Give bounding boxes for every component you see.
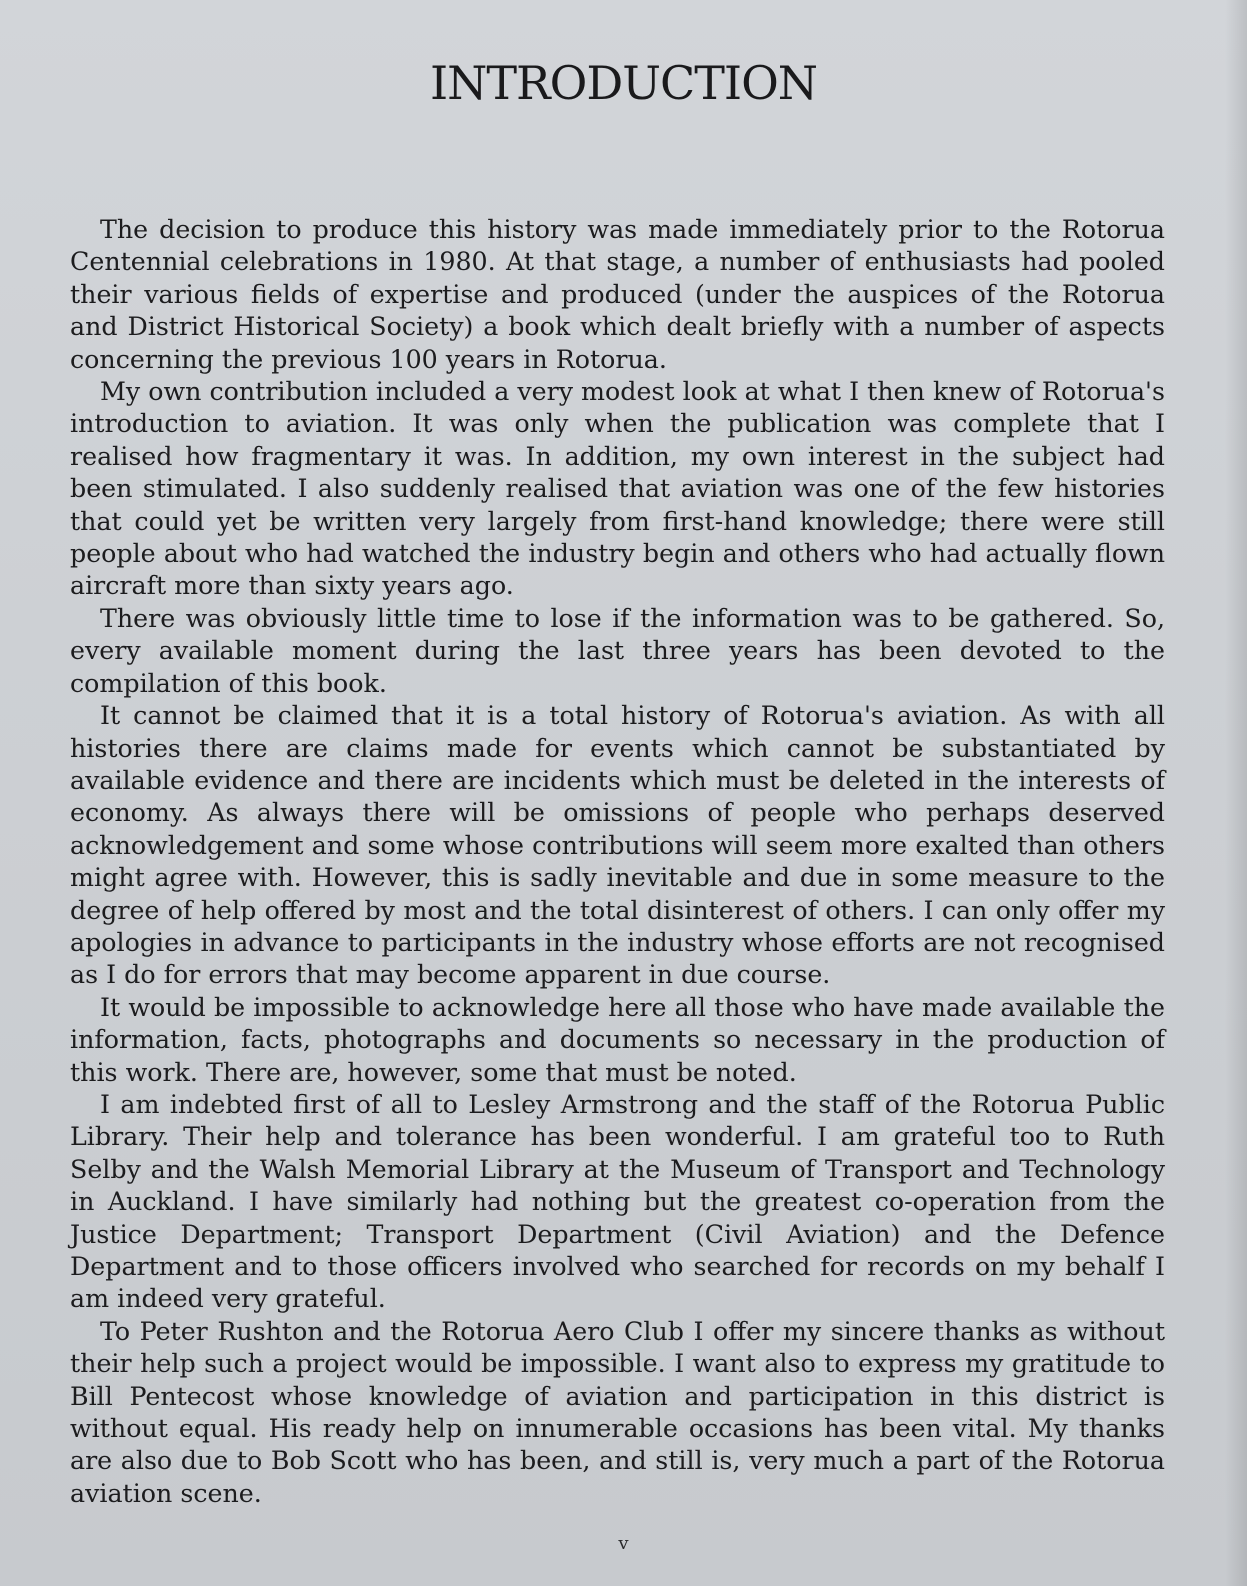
paragraph-6: I am indebted first of all to Lesley Armstrong and the staff of the Rotorua Public Library. Their help and tolerance has been wonderful. I am grateful too to Ruth Selby and the Walsh Memorial Library at the Museum of Transport and Technology in Auckland. I have similarly had nothing but the greatest co-operation from the Justice Department; Transport Department (Civil Aviation) and the Defence Department and to those officers involved who searched for records on my behalf I am indeed very grateful. <box>70 1089 1165 1314</box>
page-title: INTRODUCTION <box>429 56 818 110</box>
page-number: v <box>618 1533 629 1554</box>
paragraph-5: It would be impossible to acknowledge here all those who have made available the information, facts, photographs and documents so necessary in the production of this work. There are, however, some that must be noted. <box>70 992 1165 1087</box>
paragraph-7: To Peter Rushton and the Rotorua Aero Club I offer my sincere thanks as without their help such a project would be impossible. I want also to express my gratitude to Bill Pentecost whose knowledge of aviation and participation in this district is without equal. His ready help on innumerable occasions has been vital. My thanks are also due to Bob Scott who has been, and still is, very much a part of the Rotorua aviation scene. <box>70 1316 1165 1508</box>
paragraph-1: The decision to produce this history was made immediately prior to the Rotorua Centennial celebrations in 1980. At that stage, a number of enthusiasts had pooled their various fields of expertise and produced (under the auspices of the Rotorua and District Historical Society) a book which dealt briefly with a number of aspects concerning the previous 100 years in Rotorua. <box>70 215 1165 374</box>
paragraph-2: My own contribution included a very modest look at what I then knew of Rotorua's introduction to aviation. It was only when the publication was complete that I realised how fragmentary it was. In addition, my own interest in the subject had been stimulated. I also suddenly realised that aviation was one of the few histories that could yet be written very largely from first-hand knowledge; there were still people about who had watched the industry begin and others who had actually flown aircraft more than sixty years ago. <box>70 377 1165 601</box>
paragraph-4: It cannot be claimed that it is a total history of Rotorua's aviation. As with all histories there are claims made for events which cannot be substantiated by available evidence and there are incidents which must be deleted in the interests of economy. As always there will be omissions of people who perhaps deserved acknowledgement and some whose contributions will seem more exalted than others might agree with. However, this is sadly inevitable and due in some measure to the degree of help offered by most and the total disinterest of others. I can only offer my apologies in advance to participants in the industry whose efforts are not recognised as I do for errors that may become apparent in due course. <box>70 701 1165 990</box>
paragraph-3: There was obviously little time to lose if the information was to be gathered. So, every available moment during the last three years has been devoted to the compilation of this book. <box>70 603 1165 698</box>
introduction-text <box>70 214 1165 1510</box>
